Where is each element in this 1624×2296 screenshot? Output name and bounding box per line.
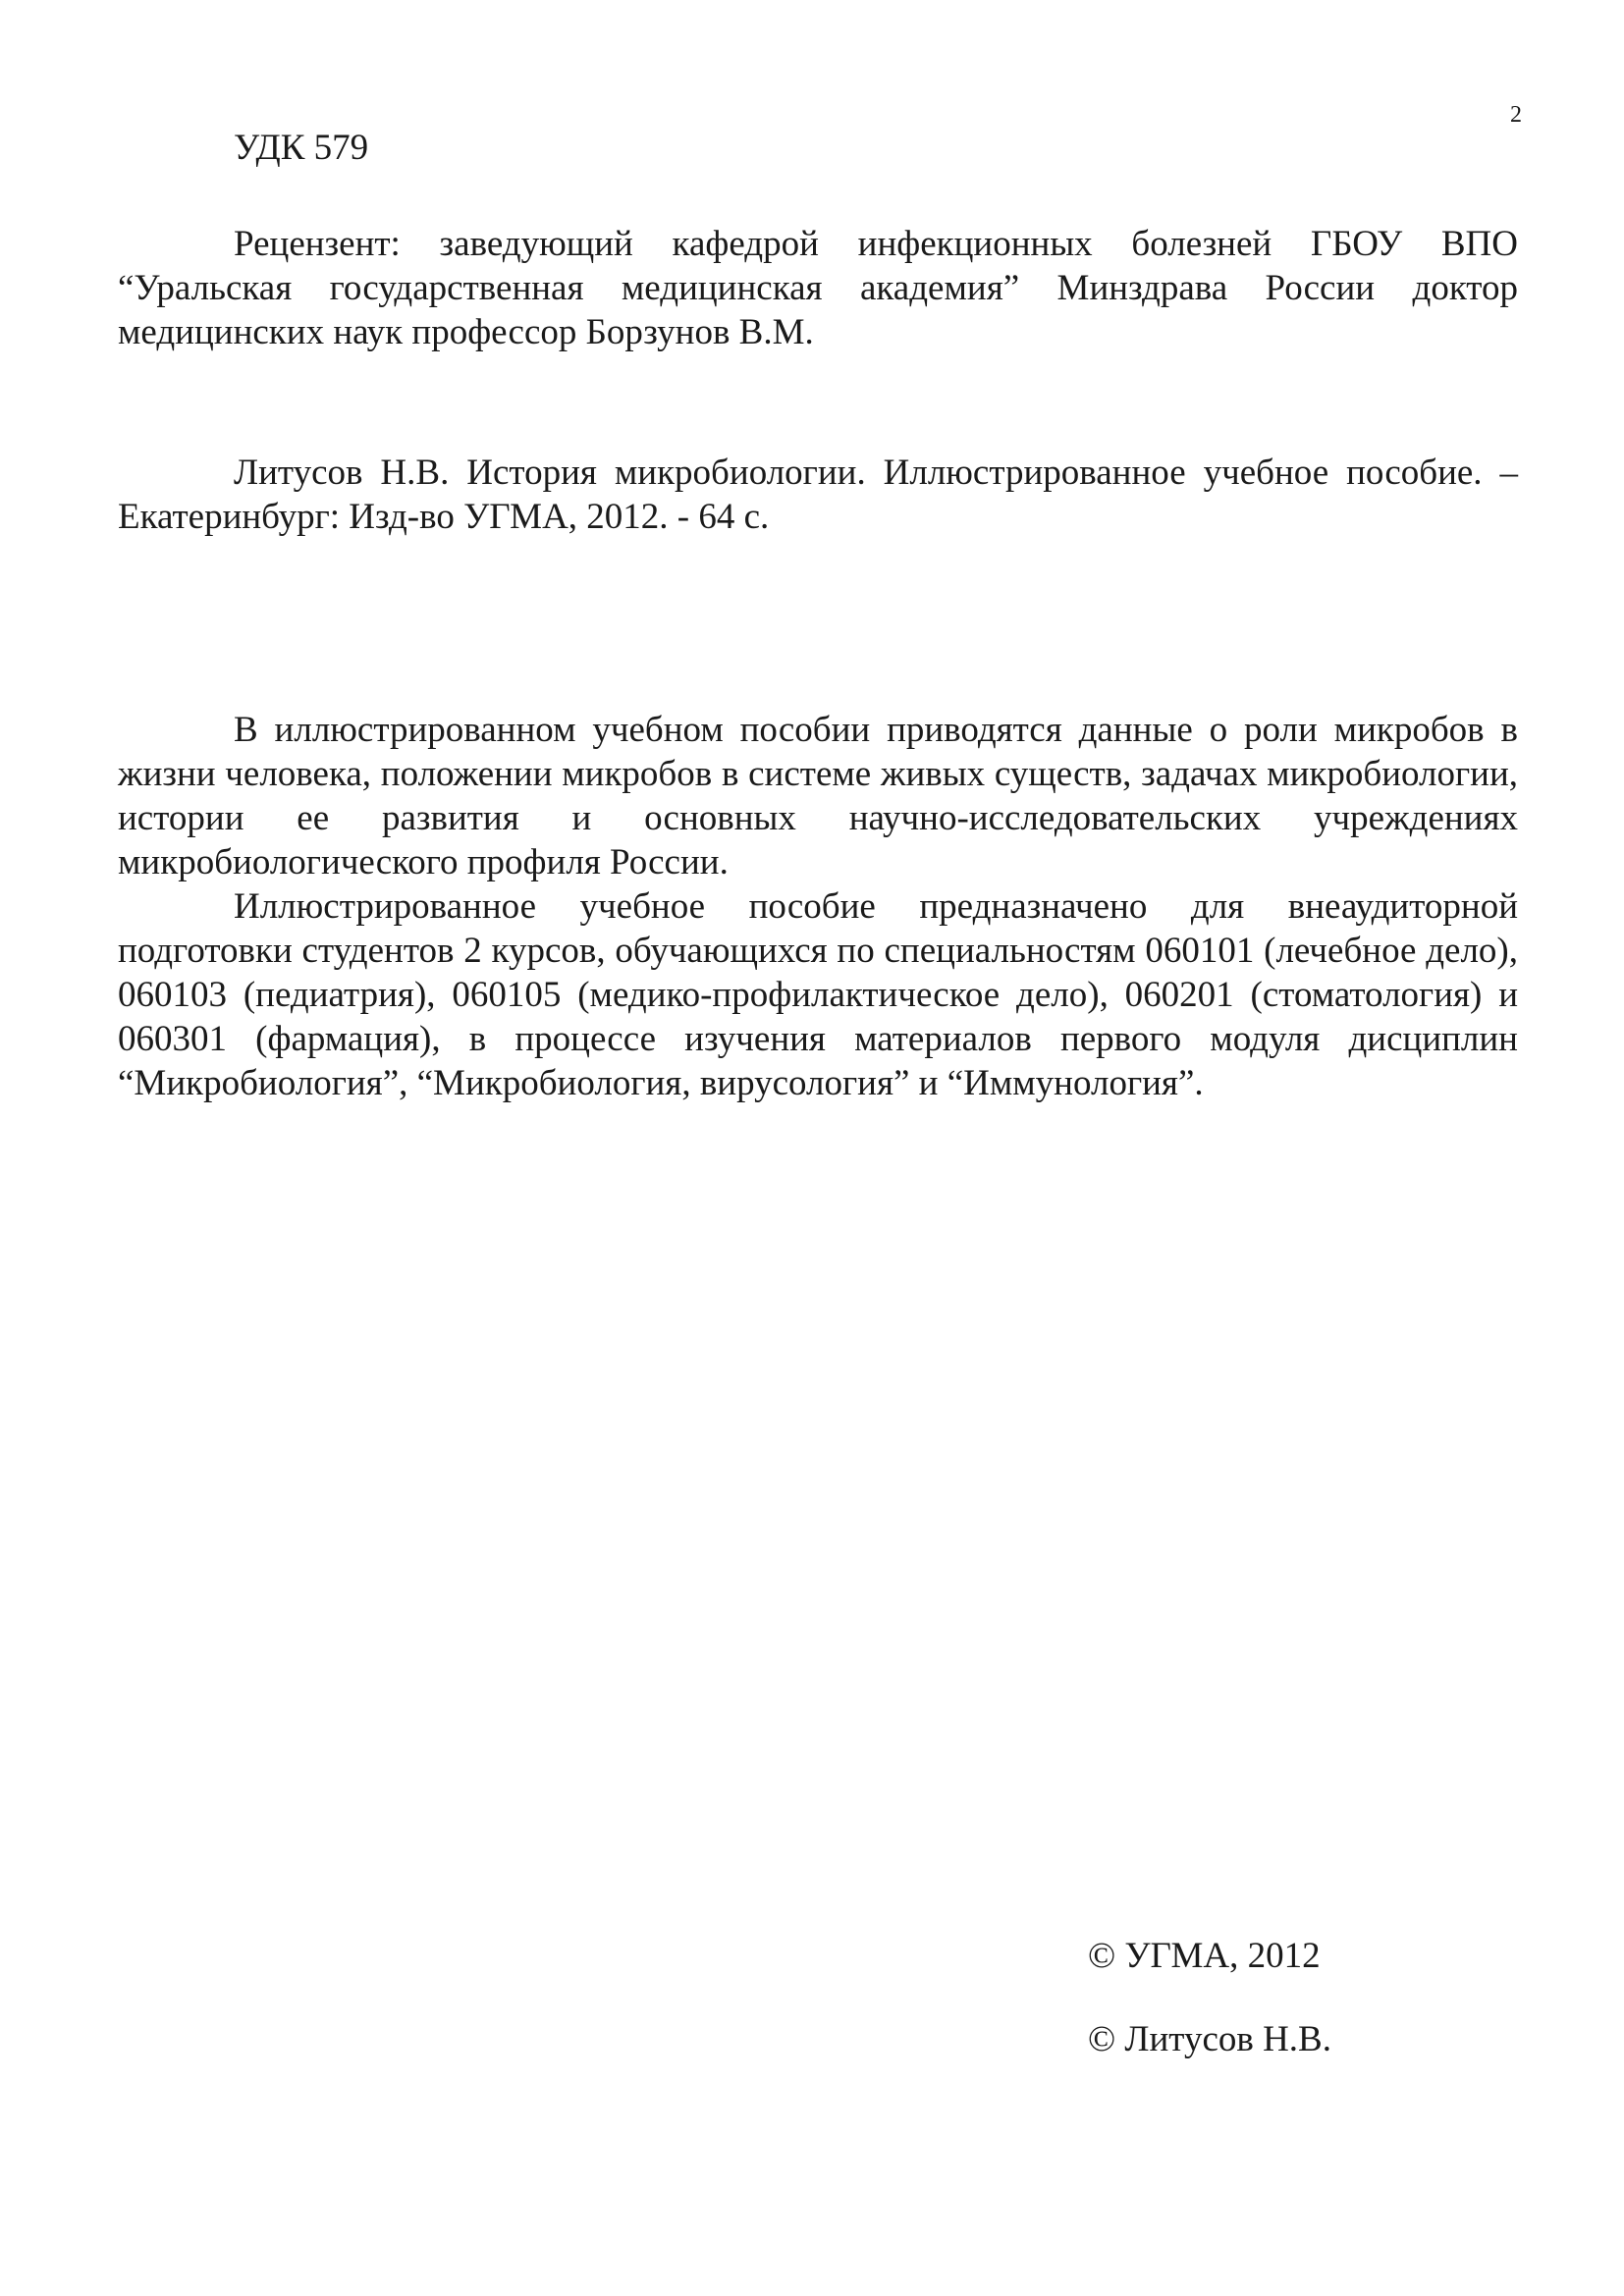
- copyright-author: © Литусов Н.В.: [1088, 2019, 1331, 2059]
- abstract-paragraph-2: Иллюстрированное учебное пособие предназначено для внеаудиторной подготовки студентов 2 курсов, обучающихся по специальностям 060101 (лечебное дело), 060103 (педиатрия), 060105 (медико-профилактическое дело), 060201 (стоматология) и 060301 (фармация), в процессе изучения материалов первого модуля дисциплин “Микробиология”, “Микробиология, вирусология” и “Иммунология”.: [118, 886, 1518, 1103]
- copyright-block: [1088, 1934, 1331, 2101]
- page-number: 2: [1510, 102, 1522, 128]
- copyright-ugma: © УГМА, 2012: [1088, 1936, 1321, 1976]
- reviewer-paragraph: Рецензент: заведующий кафедрой инфекционных болезней ГБОУ ВПО “Уральская государственная медицинская академия” Минздрава России доктор медицинских наук профессор Борзунов В.М.: [118, 224, 1518, 352]
- bibliographic-citation: Литусов Н.В. История микробиологии. Иллюстрированное учебное пособие. – Екатеринбург: Изд-во УГМА, 2012. - 64 с.: [118, 453, 1518, 537]
- abstract-paragraph-1: В иллюстрированном учебном пособии приводятся данные о роли микробов в жизни человека, положении микробов в системе живых существ, задачах микробиологии, истории ее развития и основных научно-исследовательских учреждениях микробиологического профиля России.: [118, 710, 1518, 882]
- document-body: [118, 126, 1518, 1105]
- udk-code: УДК 579: [234, 128, 369, 168]
